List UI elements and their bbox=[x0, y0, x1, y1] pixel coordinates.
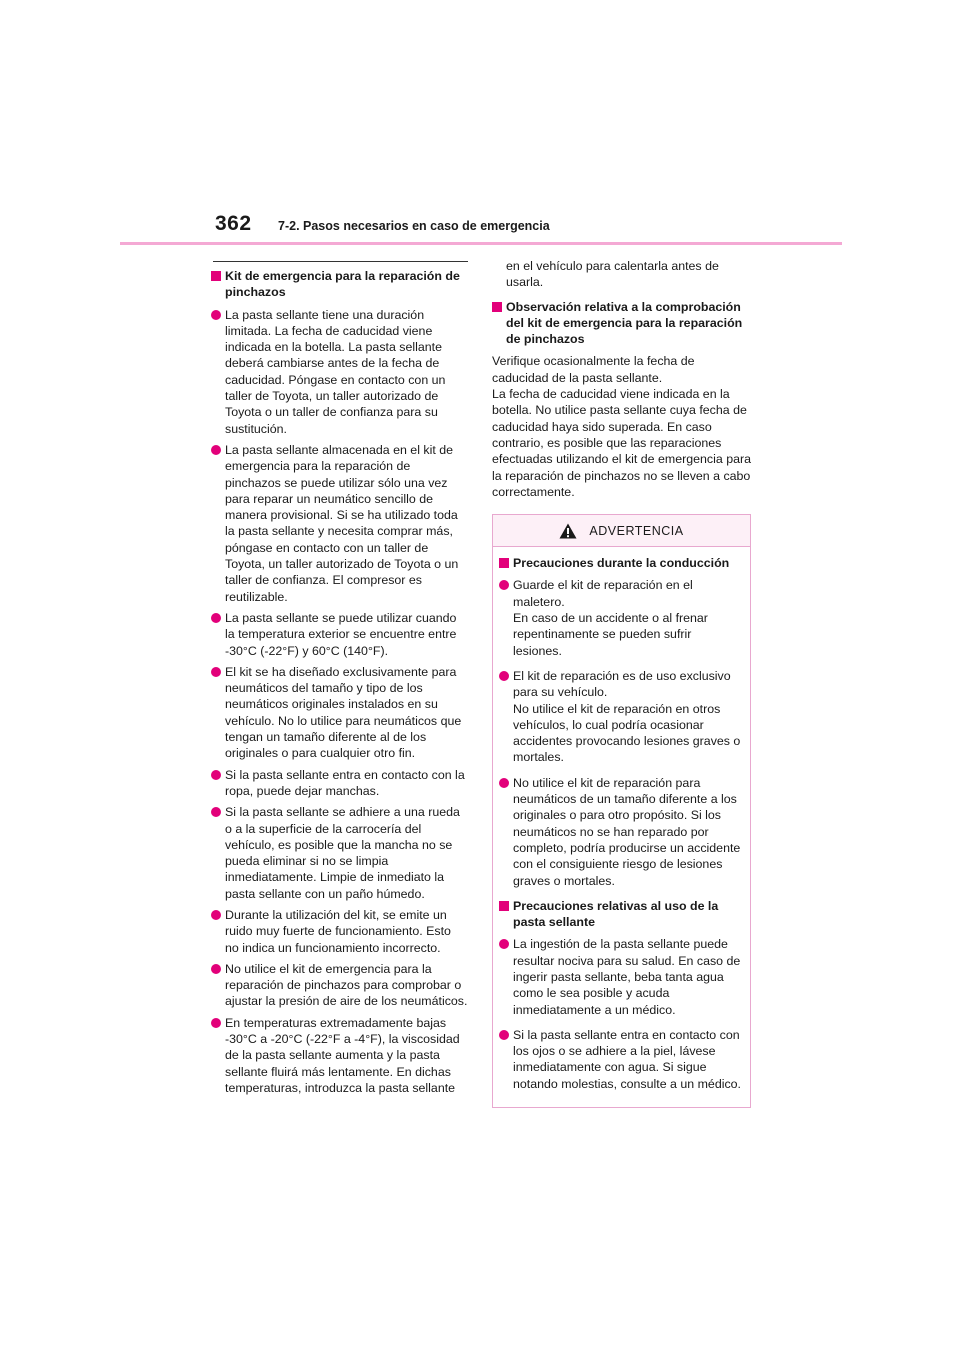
bullet-text: No utilice el kit de emergencia para la reparación de pinchazos para comprobar o ajustar la presión de aire de los neumáticos. bbox=[225, 961, 468, 1009]
bullet-item bbox=[211, 767, 468, 800]
bullet-text: La pasta sellante se puede utilizar cuando la temperatura exterior se encuentre entre -30°C (-22°F) y 60°C (140°F). bbox=[225, 610, 457, 658]
warning-triangle-icon bbox=[559, 523, 577, 539]
section-heading-text: Observación relativa a la comprobación del kit de emergencia para la reparación de pinchazos bbox=[506, 299, 743, 347]
bullet-text: La pasta sellante tiene una duración limitada. La fecha de caducidad viene indicada en la botella. La pasta sellante deberá cambiarse antes de la fecha de caducidad. Póngase en contacto con un taller de Toyota, un taller autorizado de Toyota o un taller de confianza para su sustitución. bbox=[225, 307, 446, 436]
circle-bullet-icon bbox=[211, 445, 221, 455]
warning-bullet-item bbox=[499, 775, 742, 889]
warning-bullet-item bbox=[499, 577, 742, 658]
warning-body bbox=[493, 547, 750, 1107]
bullet-text: El kit de reparación es de uso exclusivo para su vehículo. bbox=[513, 668, 731, 700]
circle-bullet-icon bbox=[211, 310, 221, 320]
bullet-item bbox=[211, 1015, 468, 1096]
circle-bullet-icon bbox=[211, 1018, 221, 1028]
page-number: 362 bbox=[215, 212, 252, 235]
warning-box bbox=[492, 514, 751, 1108]
bullet-item bbox=[211, 804, 468, 902]
right-column bbox=[492, 258, 751, 1108]
circle-bullet-icon bbox=[499, 580, 509, 590]
square-bullet-icon bbox=[499, 558, 509, 568]
circle-bullet-icon bbox=[211, 807, 221, 817]
warning-section-heading-text: Precauciones relativas al uso de la pasta sellante bbox=[513, 898, 719, 930]
square-bullet-icon bbox=[499, 901, 509, 911]
bullet-item bbox=[211, 610, 468, 659]
warning-bullet-item bbox=[499, 668, 742, 766]
bullet-item bbox=[211, 307, 468, 437]
bullet-text: En temperaturas extremadamente bajas -30°C a -20°C (-22°F a -4°F), la viscosidad de la pasta sellante aumenta y la pasta sellante fluirá más lentamente. En dichas temperaturas, introduzca la pasta sellante bbox=[225, 1015, 460, 1095]
section-heading bbox=[211, 268, 468, 301]
warning-title: ADVERTENCIA bbox=[589, 523, 684, 538]
paragraph: Verifique ocasionalmente la fecha de caducidad de la pasta sellante. bbox=[492, 354, 695, 385]
paragraph: La fecha de caducidad viene indicada en la botella. No utilice pasta sellante cuya fecha de caducidad haya sido superada. En caso contrario, es posible que las reparaciones efectuadas utilizando el kit de emergencia para la reparación de pinchazos no se lleven a cabo correctamente. bbox=[492, 387, 751, 499]
section-divider bbox=[213, 261, 468, 262]
bullet-text: No utilice el kit de reparación en otros vehículos, lo cual podría ocasionar accidentes provocando lesiones graves o mortales. bbox=[513, 701, 741, 765]
bullet-text: La ingestión de la pasta sellante puede resultar nociva para su salud. En caso de ingerir pasta sellante, beba tanta agua como le sea posible y acuda inmediatamente a un médico. bbox=[513, 937, 741, 1017]
circle-bullet-icon bbox=[499, 939, 509, 949]
section-heading bbox=[492, 299, 751, 348]
bullet-text: La pasta sellante almacenada en el kit de emergencia para la reparación de pinchazos se puede utilizar sólo una vez para reparar un neumático sencillo de manera provisional. Si se ha utilizado toda la pasta sellante y necesita comprar más, póngase en contacto con un taller de Toyota, un taller autorizado de Toyota o un taller de confianza. El compresor es reutilizable. bbox=[225, 442, 459, 604]
bullet-item bbox=[211, 442, 468, 605]
bullet-item bbox=[211, 961, 468, 1010]
bullet-text: Durante la utilización del kit, se emite un ruido muy fuerte de funcionamiento. Esto no indica un funcionamiento incorrecto. bbox=[225, 907, 451, 955]
left-column bbox=[211, 258, 468, 1101]
warning-section-heading bbox=[499, 555, 742, 571]
bullet-text: Guarde el kit de reparación en el maletero. bbox=[513, 578, 693, 609]
warning-bullet-item bbox=[499, 936, 742, 1017]
circle-bullet-icon bbox=[499, 671, 509, 681]
circle-bullet-icon bbox=[211, 910, 221, 920]
header-rule bbox=[120, 242, 842, 245]
circle-bullet-icon bbox=[211, 964, 221, 974]
bullet-text: En caso de un accidente o al frenar repentinamente se pueden sufrir lesiones. bbox=[513, 611, 708, 658]
warning-bullet-item bbox=[499, 1027, 742, 1092]
chapter-title: 7-2. Pasos necesarios en caso de emergencia bbox=[278, 219, 550, 233]
bullet-text: El kit se ha diseñado exclusivamente para neumáticos del tamaño y tipo de los neumáticos originales instalados en su vehículo. No lo utilice para neumáticos que tengan un tamaño diferente al de los originales o para cualquier otro fin. bbox=[225, 664, 462, 761]
circle-bullet-icon bbox=[499, 778, 509, 788]
circle-bullet-icon bbox=[211, 770, 221, 780]
warning-section-heading bbox=[499, 898, 742, 931]
bullet-text: Si la pasta sellante se adhiere a una rueda o a la superficie de la carrocería del vehículo, es posible que la mancha no se pueda eliminar si no se limpia inmediatamente. Limpie de inmediato la pasta sellante con un paño húmedo. bbox=[225, 805, 460, 901]
circle-bullet-icon bbox=[211, 613, 221, 623]
bullet-text: Si la pasta sellante entra en contacto con los ojos o se adhiere a la piel, lávese inmediatamente con agua. Si sigue notando molestias, consulte a un médico. bbox=[513, 1027, 741, 1091]
square-bullet-icon bbox=[211, 271, 221, 281]
warning-section-heading-text: Precauciones durante la conducción bbox=[513, 556, 730, 571]
circle-bullet-icon bbox=[211, 667, 221, 677]
section-heading-text: Kit de emergencia para la reparación de pinchazos bbox=[225, 269, 460, 300]
bullet-text: Si la pasta sellante entra en contacto con la ropa, puede dejar manchas. bbox=[225, 767, 465, 798]
continuation-text: en el vehículo para calentarla antes de usarla. bbox=[506, 259, 719, 290]
bullet-item bbox=[211, 907, 468, 956]
circle-bullet-icon bbox=[499, 1030, 509, 1040]
bullet-text: No utilice el kit de reparación para neumáticos de un tamaño diferente a los originales o para otro propósito. Si los neumáticos no se han reparado por completo, podría producirse un accidente con el consiguiente riesgo de lesiones graves o mortales. bbox=[513, 775, 741, 888]
warning-header bbox=[493, 515, 750, 547]
square-bullet-icon bbox=[492, 302, 502, 312]
bullet-item bbox=[211, 664, 468, 762]
